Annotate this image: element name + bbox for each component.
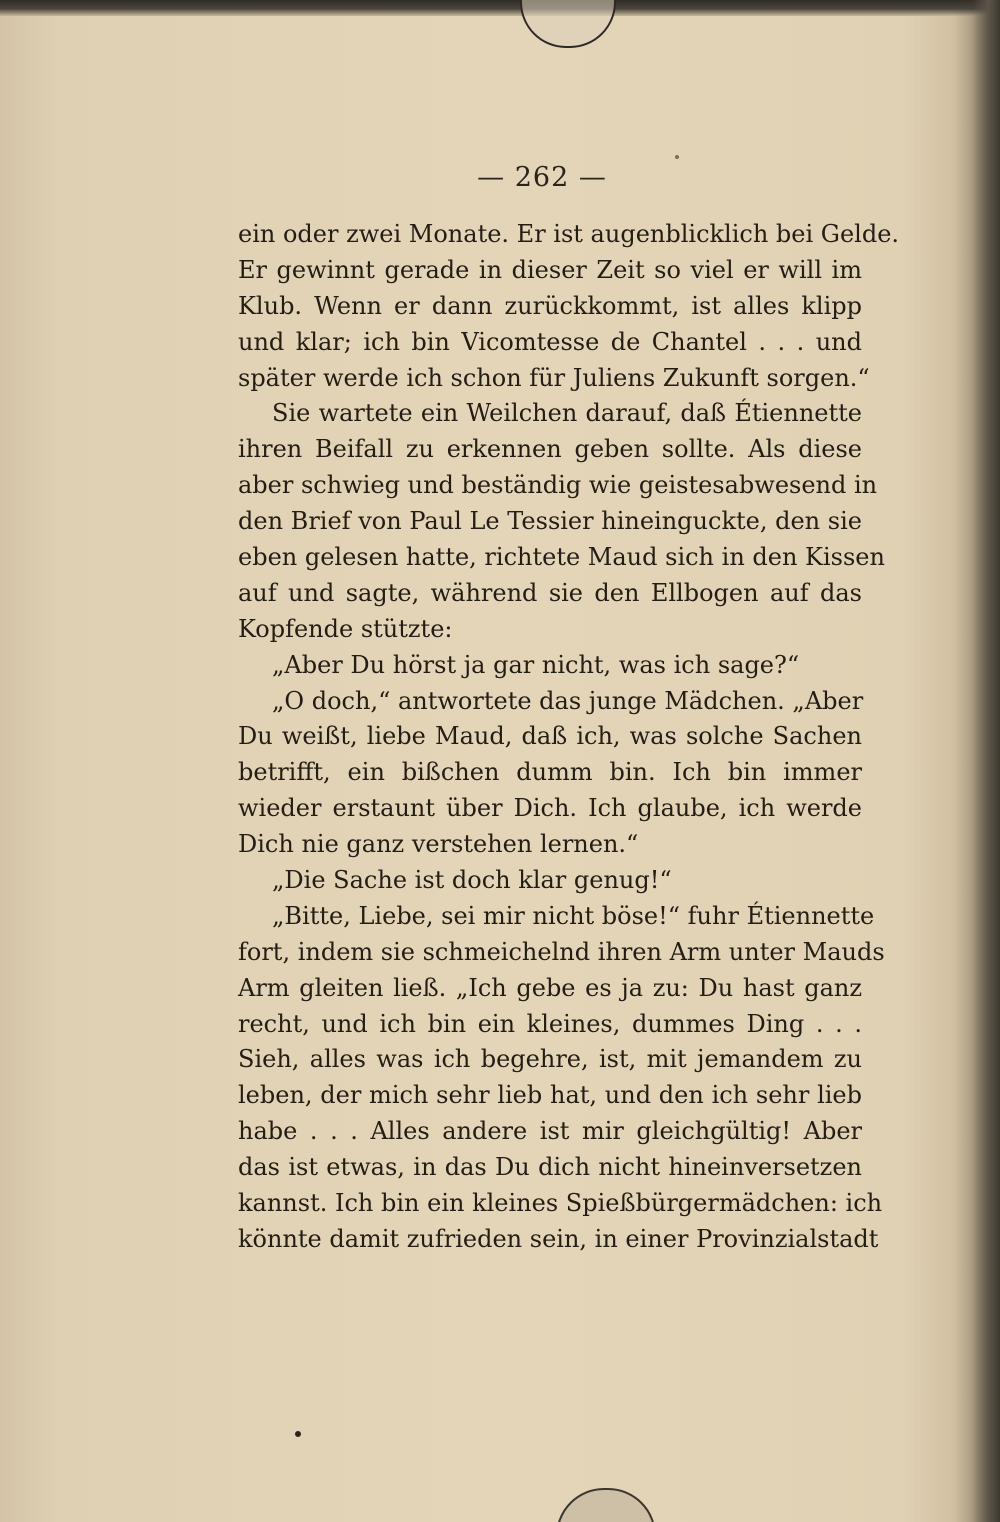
text-line: fort, indem sie schmeichelnd ihren Arm unter Mauds — [238, 937, 885, 966]
text-line: eben gelesen hatte, richtete Maud sich in den Kissen — [238, 543, 885, 572]
text-line: das ist etwas, in das Du dich nicht hineinversetzen — [238, 1153, 862, 1182]
text-line: Kopfende stützte: — [238, 614, 453, 643]
text-line: leben, der mich sehr lieb hat, und den ich sehr lieb — [238, 1081, 862, 1110]
body-text — [238, 217, 900, 1258]
page-clip-bottom — [556, 1488, 656, 1522]
text-line: ihren Beifall zu erkennen geben sollte. Als diese — [238, 435, 862, 464]
paper-fleck — [675, 155, 679, 159]
text-line: auf und sagte, während sie den Ellbogen auf das — [238, 578, 862, 607]
page-clip-top — [520, 0, 616, 48]
text-line: könnte damit zufrieden sein, in einer Provinzialstadt — [238, 1224, 879, 1253]
text-line: Arm gleiten ließ. „Ich gebe es ja zu: Du hast ganz — [238, 973, 862, 1002]
text-line: Dich nie ganz verstehen lernen.“ — [238, 830, 639, 859]
text-line: wieder erstaunt über Dich. Ich glaube, ich werde — [238, 794, 862, 823]
text-line: ein oder zwei Monate. Er ist augenblicklich bei Gelde. — [238, 220, 900, 248]
text-line: „O doch,“ antwortete das junge Mädchen. „Aber — [272, 686, 864, 715]
text-line: Sie wartete ein Weilchen darauf, daß Étiennette — [272, 399, 862, 428]
text-line: kannst. Ich bin ein kleines Spießbürgermädchen: ich — [238, 1189, 883, 1218]
text-line: habe . . . Alles andere ist mir gleichgültig! Aber — [238, 1117, 862, 1146]
book-spine-shadow — [954, 0, 1000, 1522]
text-line: Du weißt, liebe Maud, daß ich, was solche Sachen — [238, 722, 862, 751]
text-line: Klub. Wenn er dann zurückkommt, ist alles klipp — [238, 291, 862, 320]
text-line: Sieh, alles was ich begehre, ist, mit jemandem zu — [238, 1045, 862, 1074]
text-line: aber schwieg und beständig wie geistesabwesend in — [238, 471, 878, 500]
text-line: Er gewinnt gerade in dieser Zeit so viel er will im — [238, 255, 862, 284]
ink-dot — [295, 1431, 301, 1437]
page-number: — 262 — — [477, 162, 607, 193]
text-line: später werde ich schon für Juliens Zukunft sorgen.“ — [238, 363, 870, 392]
text-line: „Die Sache ist doch klar genug!“ — [272, 866, 672, 895]
text-line: und klar; ich bin Vicomtesse de Chantel . . . und — [238, 327, 862, 356]
text-line: betrifft, ein bißchen dumm bin. Ich bin immer — [238, 758, 862, 787]
text-line: „Bitte, Liebe, sei mir nicht böse!“ fuhr Étiennette — [272, 901, 875, 930]
text-line: recht, und ich bin ein kleines, dummes Ding . . . — [238, 1009, 862, 1038]
text-line: „Aber Du hörst ja gar nicht, was ich sage?“ — [272, 650, 800, 679]
scanner-top-edge — [0, 0, 1000, 16]
text-line: den Brief von Paul Le Tessier hineinguckte, den sie — [238, 507, 862, 536]
